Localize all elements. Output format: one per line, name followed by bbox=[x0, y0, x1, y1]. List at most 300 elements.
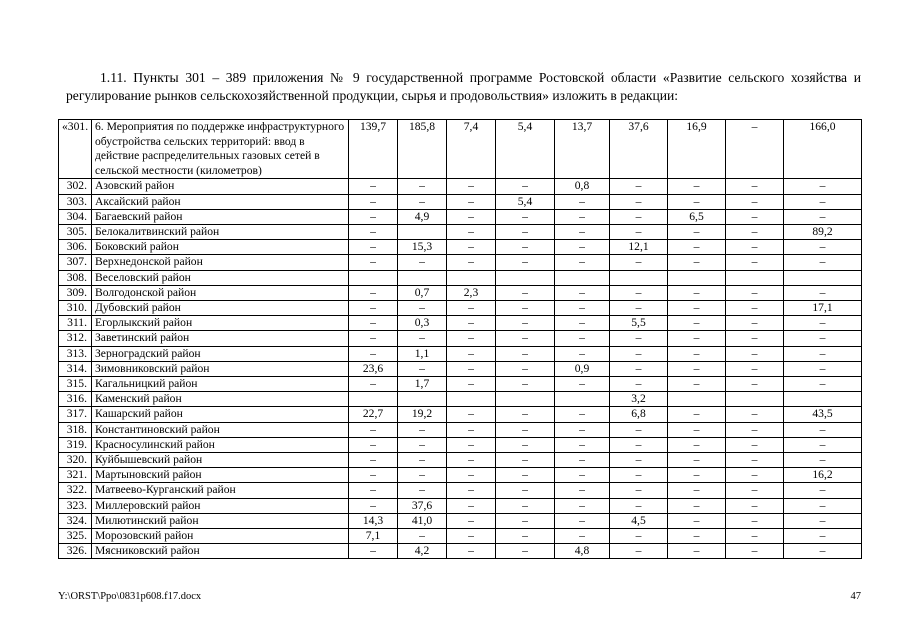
cell-value: – bbox=[610, 529, 668, 544]
cell-value: – bbox=[447, 483, 496, 498]
row-name: Кагальницкий район bbox=[92, 377, 349, 392]
cell-value: – bbox=[555, 513, 610, 528]
cell-value: – bbox=[726, 453, 784, 468]
cell-value: – bbox=[447, 407, 496, 422]
cell-value: – bbox=[668, 498, 726, 513]
cell-value: – bbox=[726, 209, 784, 224]
cell-value: – bbox=[668, 544, 726, 559]
cell-value: – bbox=[668, 513, 726, 528]
cell-value: – bbox=[349, 179, 398, 194]
cell-value: – bbox=[349, 194, 398, 209]
table-header-row bbox=[59, 120, 862, 179]
cell-value: – bbox=[349, 331, 398, 346]
cell-value: – bbox=[668, 407, 726, 422]
cell-value: – bbox=[668, 361, 726, 376]
cell-value: – bbox=[496, 453, 555, 468]
row-number: 324. bbox=[59, 513, 92, 528]
cell-value: – bbox=[555, 224, 610, 239]
cell-value: – bbox=[555, 194, 610, 209]
cell-value: – bbox=[398, 437, 447, 452]
table-row bbox=[59, 377, 862, 392]
cell-value: – bbox=[555, 422, 610, 437]
cell-value: – bbox=[496, 544, 555, 559]
cell-value: – bbox=[668, 377, 726, 392]
cell-value: – bbox=[610, 194, 668, 209]
cell-value: – bbox=[610, 346, 668, 361]
cell-value: – bbox=[784, 194, 862, 209]
cell-value: 5,5 bbox=[610, 316, 668, 331]
cell-value: – bbox=[496, 513, 555, 528]
cell-value: 6,8 bbox=[610, 407, 668, 422]
cell-value: – bbox=[726, 498, 784, 513]
cell-value: – bbox=[349, 209, 398, 224]
cell-value: – bbox=[610, 483, 668, 498]
row-name: Боковский район bbox=[92, 240, 349, 255]
cell-value: – bbox=[447, 179, 496, 194]
cell-value bbox=[398, 270, 447, 285]
row-name: Миллеровский район bbox=[92, 498, 349, 513]
cell-value: – bbox=[784, 453, 862, 468]
intro-text: 1.11. Пункты 301 – 389 приложения № 9 государственной программе Ростовской области «Развитие сельского хозяйства и регулирование рынков сельскохозяйственной продукции, сырья и продовольствия» изложить в редакции: bbox=[66, 70, 861, 103]
cell-value: – bbox=[610, 468, 668, 483]
cell-value: – bbox=[447, 331, 496, 346]
cell-value: – bbox=[349, 498, 398, 513]
cell-value: – bbox=[447, 377, 496, 392]
row-name: Мартыновский район bbox=[92, 468, 349, 483]
cell-value: 43,5 bbox=[784, 407, 862, 422]
cell-value: – bbox=[349, 301, 398, 316]
cell-value: – bbox=[447, 422, 496, 437]
cell-value: – bbox=[398, 361, 447, 376]
cell-value bbox=[447, 270, 496, 285]
cell-value: – bbox=[668, 422, 726, 437]
cell-value: 41,0 bbox=[398, 513, 447, 528]
row-name: Веселовский район bbox=[92, 270, 349, 285]
table-row bbox=[59, 483, 862, 498]
cell-value: 6,5 bbox=[668, 209, 726, 224]
cell-value bbox=[398, 392, 447, 407]
cell-value: – bbox=[726, 437, 784, 452]
cell-value: – bbox=[610, 498, 668, 513]
intro-paragraph bbox=[66, 69, 861, 105]
row-name: Зимовниковский район bbox=[92, 361, 349, 376]
data-table bbox=[58, 119, 862, 559]
row-name: Красносулинский район bbox=[92, 437, 349, 452]
cell-value: – bbox=[784, 437, 862, 452]
cell-value: – bbox=[726, 331, 784, 346]
row-name: Верхнедонской район bbox=[92, 255, 349, 270]
row-name: Морозовский район bbox=[92, 529, 349, 544]
cell-value: – bbox=[496, 468, 555, 483]
cell-value: – bbox=[349, 346, 398, 361]
row-name: Дубовский район bbox=[92, 301, 349, 316]
cell-value: 23,6 bbox=[349, 361, 398, 376]
cell-value bbox=[349, 392, 398, 407]
table-row bbox=[59, 301, 862, 316]
table-row bbox=[59, 331, 862, 346]
cell-value: 89,2 bbox=[784, 224, 862, 239]
cell-value: – bbox=[447, 544, 496, 559]
cell-value bbox=[784, 392, 862, 407]
cell-value: – bbox=[447, 498, 496, 513]
row-number: 325. bbox=[59, 529, 92, 544]
row-number: 307. bbox=[59, 255, 92, 270]
cell-value: – bbox=[447, 453, 496, 468]
cell-value: – bbox=[784, 255, 862, 270]
cell-value: – bbox=[668, 240, 726, 255]
cell-value: – bbox=[398, 194, 447, 209]
cell-value: – bbox=[610, 301, 668, 316]
table-row bbox=[59, 498, 862, 513]
cell-value: – bbox=[555, 498, 610, 513]
cell-value: – bbox=[496, 483, 555, 498]
row-name: 6. Мероприятия по поддержке инфраструктурного обустройства сельских территорий: ввод в действие распределительных газовых сетей в сельской местности (километров) bbox=[92, 120, 349, 179]
row-number: 316. bbox=[59, 392, 92, 407]
row-number: 310. bbox=[59, 301, 92, 316]
cell-value: – bbox=[349, 453, 398, 468]
cell-value: – bbox=[784, 346, 862, 361]
cell-value: – bbox=[349, 468, 398, 483]
cell-value: – bbox=[610, 255, 668, 270]
table-row bbox=[59, 453, 862, 468]
cell-value: – bbox=[555, 346, 610, 361]
table-row bbox=[59, 270, 862, 285]
cell-value: – bbox=[668, 224, 726, 239]
cell-value: – bbox=[398, 529, 447, 544]
table-row bbox=[59, 422, 862, 437]
cell-value bbox=[668, 270, 726, 285]
cell-value: – bbox=[447, 361, 496, 376]
cell-value: 17,1 bbox=[784, 301, 862, 316]
cell-value: – bbox=[496, 316, 555, 331]
cell-value: 0,9 bbox=[555, 361, 610, 376]
cell-value: – bbox=[447, 316, 496, 331]
cell-value: 15,3 bbox=[398, 240, 447, 255]
cell-value: 14,3 bbox=[349, 513, 398, 528]
cell-value bbox=[555, 270, 610, 285]
cell-value: – bbox=[726, 179, 784, 194]
row-number: 317. bbox=[59, 407, 92, 422]
cell-value bbox=[555, 392, 610, 407]
table-row bbox=[59, 224, 862, 239]
row-number: 314. bbox=[59, 361, 92, 376]
table-row bbox=[59, 529, 862, 544]
cell-value: – bbox=[784, 361, 862, 376]
row-number: 318. bbox=[59, 422, 92, 437]
row-number: 319. bbox=[59, 437, 92, 452]
row-number: 304. bbox=[59, 209, 92, 224]
cell-value: – bbox=[447, 513, 496, 528]
cell-value: – bbox=[447, 224, 496, 239]
cell-value: – bbox=[447, 301, 496, 316]
cell-value: 4,8 bbox=[555, 544, 610, 559]
row-name: Аксайский район bbox=[92, 194, 349, 209]
cell-value: – bbox=[398, 483, 447, 498]
row-number: 311. bbox=[59, 316, 92, 331]
cell-value: – bbox=[784, 513, 862, 528]
cell-value: – bbox=[496, 224, 555, 239]
footer-file-path: Y:\ORST\Ppo\0831p608.f17.docx bbox=[58, 591, 202, 602]
cell-value: – bbox=[726, 544, 784, 559]
table-row bbox=[59, 179, 862, 194]
table-row bbox=[59, 285, 862, 300]
cell-value: – bbox=[496, 209, 555, 224]
cell-value: – bbox=[447, 209, 496, 224]
cell-value: – bbox=[496, 179, 555, 194]
cell-value: – bbox=[726, 255, 784, 270]
row-number: 312. bbox=[59, 331, 92, 346]
cell-value: 12,1 bbox=[610, 240, 668, 255]
cell-value: – bbox=[726, 361, 784, 376]
table-row bbox=[59, 346, 862, 361]
cell-value: – bbox=[726, 377, 784, 392]
cell-value: – bbox=[784, 422, 862, 437]
cell-value: – bbox=[726, 346, 784, 361]
cell-value: 4,5 bbox=[610, 513, 668, 528]
cell-value bbox=[398, 224, 447, 239]
cell-value: – bbox=[668, 453, 726, 468]
row-name: Мясниковский район bbox=[92, 544, 349, 559]
cell-value: – bbox=[496, 498, 555, 513]
table-row bbox=[59, 437, 862, 452]
cell-value: – bbox=[668, 331, 726, 346]
cell-value: – bbox=[726, 224, 784, 239]
cell-value: – bbox=[349, 255, 398, 270]
table-row bbox=[59, 316, 862, 331]
cell-value: – bbox=[496, 301, 555, 316]
table-row bbox=[59, 240, 862, 255]
cell-value: – bbox=[555, 331, 610, 346]
cell-value: 166,0 bbox=[784, 120, 862, 179]
cell-value: – bbox=[349, 377, 398, 392]
cell-value: – bbox=[496, 529, 555, 544]
row-number: 313. bbox=[59, 346, 92, 361]
cell-value: – bbox=[668, 255, 726, 270]
cell-value: – bbox=[726, 194, 784, 209]
cell-value bbox=[784, 270, 862, 285]
cell-value: – bbox=[610, 179, 668, 194]
row-number: 321. bbox=[59, 468, 92, 483]
row-number: 303. bbox=[59, 194, 92, 209]
cell-value: – bbox=[726, 483, 784, 498]
cell-value: – bbox=[555, 483, 610, 498]
cell-value: – bbox=[447, 468, 496, 483]
cell-value: – bbox=[398, 301, 447, 316]
cell-value: – bbox=[447, 529, 496, 544]
row-name: Багаевский район bbox=[92, 209, 349, 224]
cell-value: – bbox=[784, 316, 862, 331]
cell-value: – bbox=[496, 255, 555, 270]
cell-value: 5,4 bbox=[496, 120, 555, 179]
table-row bbox=[59, 468, 862, 483]
cell-value: 19,2 bbox=[398, 407, 447, 422]
cell-value: 139,7 bbox=[349, 120, 398, 179]
cell-value: – bbox=[784, 179, 862, 194]
cell-value bbox=[610, 270, 668, 285]
row-name: Каменский район bbox=[92, 392, 349, 407]
cell-value bbox=[349, 270, 398, 285]
cell-value: 2,3 bbox=[447, 285, 496, 300]
row-number: 315. bbox=[59, 377, 92, 392]
cell-value: – bbox=[398, 255, 447, 270]
cell-value: – bbox=[447, 194, 496, 209]
cell-value: – bbox=[349, 483, 398, 498]
cell-value: – bbox=[398, 179, 447, 194]
row-name: Волгодонской район bbox=[92, 285, 349, 300]
cell-value: 1,7 bbox=[398, 377, 447, 392]
row-name: Зерноградский район bbox=[92, 346, 349, 361]
row-name: Белокалитвинский район bbox=[92, 224, 349, 239]
cell-value: – bbox=[668, 194, 726, 209]
cell-value: – bbox=[555, 407, 610, 422]
cell-value: – bbox=[610, 422, 668, 437]
cell-value: – bbox=[447, 240, 496, 255]
cell-value bbox=[668, 392, 726, 407]
cell-value: – bbox=[349, 437, 398, 452]
row-number: 326. bbox=[59, 544, 92, 559]
cell-value: – bbox=[726, 316, 784, 331]
cell-value: – bbox=[726, 422, 784, 437]
row-name: Куйбышевский район bbox=[92, 453, 349, 468]
cell-value: 16,9 bbox=[668, 120, 726, 179]
cell-value: – bbox=[610, 377, 668, 392]
cell-value: – bbox=[668, 529, 726, 544]
row-name: Константиновский район bbox=[92, 422, 349, 437]
cell-value: – bbox=[726, 513, 784, 528]
cell-value: – bbox=[349, 422, 398, 437]
table-row bbox=[59, 209, 862, 224]
cell-value: 0,3 bbox=[398, 316, 447, 331]
cell-value: – bbox=[668, 301, 726, 316]
cell-value: – bbox=[610, 437, 668, 452]
row-number: 323. bbox=[59, 498, 92, 513]
cell-value: – bbox=[726, 301, 784, 316]
cell-value: 16,2 bbox=[784, 468, 862, 483]
row-name: Милютинский район bbox=[92, 513, 349, 528]
cell-value: – bbox=[555, 240, 610, 255]
cell-value: – bbox=[496, 285, 555, 300]
cell-value: – bbox=[349, 285, 398, 300]
cell-value: 37,6 bbox=[398, 498, 447, 513]
row-name: Егорлыкский район bbox=[92, 316, 349, 331]
cell-value: – bbox=[555, 285, 610, 300]
cell-value: – bbox=[668, 285, 726, 300]
row-number: 308. bbox=[59, 270, 92, 285]
cell-value: – bbox=[496, 437, 555, 452]
row-number: 305. bbox=[59, 224, 92, 239]
table-row bbox=[59, 407, 862, 422]
row-number: «301. bbox=[59, 120, 92, 179]
cell-value: – bbox=[726, 285, 784, 300]
cell-value: – bbox=[555, 529, 610, 544]
cell-value: – bbox=[668, 468, 726, 483]
cell-value: 0,8 bbox=[555, 179, 610, 194]
cell-value: 7,1 bbox=[349, 529, 398, 544]
table-row bbox=[59, 194, 862, 209]
cell-value: – bbox=[668, 437, 726, 452]
row-name: Азовский район bbox=[92, 179, 349, 194]
cell-value: – bbox=[610, 544, 668, 559]
cell-value: – bbox=[555, 377, 610, 392]
cell-value: – bbox=[349, 240, 398, 255]
cell-value: – bbox=[496, 361, 555, 376]
cell-value: 4,9 bbox=[398, 209, 447, 224]
cell-value: – bbox=[610, 361, 668, 376]
cell-value: – bbox=[349, 316, 398, 331]
cell-value: – bbox=[610, 453, 668, 468]
cell-value: 5,4 bbox=[496, 194, 555, 209]
cell-value: – bbox=[555, 437, 610, 452]
cell-value: – bbox=[555, 301, 610, 316]
cell-value: – bbox=[784, 483, 862, 498]
cell-value: – bbox=[726, 120, 784, 179]
cell-value: – bbox=[555, 468, 610, 483]
cell-value bbox=[496, 270, 555, 285]
cell-value: 13,7 bbox=[555, 120, 610, 179]
cell-value: – bbox=[349, 544, 398, 559]
cell-value: 7,4 bbox=[447, 120, 496, 179]
cell-value: – bbox=[668, 483, 726, 498]
cell-value: – bbox=[726, 240, 784, 255]
cell-value: 1,1 bbox=[398, 346, 447, 361]
row-number: 322. bbox=[59, 483, 92, 498]
cell-value: – bbox=[398, 453, 447, 468]
cell-value: – bbox=[726, 529, 784, 544]
cell-value: – bbox=[555, 209, 610, 224]
row-number: 306. bbox=[59, 240, 92, 255]
cell-value: – bbox=[610, 224, 668, 239]
cell-value: 185,8 bbox=[398, 120, 447, 179]
cell-value: – bbox=[726, 407, 784, 422]
cell-value: 37,6 bbox=[610, 120, 668, 179]
cell-value: – bbox=[555, 316, 610, 331]
cell-value: 4,2 bbox=[398, 544, 447, 559]
cell-value: – bbox=[726, 468, 784, 483]
cell-value bbox=[496, 392, 555, 407]
cell-value: – bbox=[668, 346, 726, 361]
cell-value: – bbox=[496, 240, 555, 255]
cell-value: – bbox=[555, 255, 610, 270]
cell-value: 22,7 bbox=[349, 407, 398, 422]
cell-value: – bbox=[349, 224, 398, 239]
cell-value: – bbox=[610, 331, 668, 346]
cell-value: – bbox=[610, 209, 668, 224]
cell-value: – bbox=[496, 331, 555, 346]
row-name: Заветинский район bbox=[92, 331, 349, 346]
cell-value: 0,7 bbox=[398, 285, 447, 300]
cell-value bbox=[726, 270, 784, 285]
cell-value bbox=[726, 392, 784, 407]
cell-value: – bbox=[496, 346, 555, 361]
table-row bbox=[59, 255, 862, 270]
cell-value: – bbox=[784, 209, 862, 224]
table-row bbox=[59, 544, 862, 559]
cell-value: – bbox=[496, 422, 555, 437]
cell-value: – bbox=[784, 240, 862, 255]
cell-value: – bbox=[668, 179, 726, 194]
row-number: 309. bbox=[59, 285, 92, 300]
cell-value: – bbox=[784, 285, 862, 300]
row-name: Матвеево-Курганский район bbox=[92, 483, 349, 498]
row-number: 302. bbox=[59, 179, 92, 194]
cell-value: 3,2 bbox=[610, 392, 668, 407]
table-row bbox=[59, 361, 862, 376]
footer-page-number: 47 bbox=[850, 591, 861, 602]
cell-value: – bbox=[784, 498, 862, 513]
cell-value: – bbox=[784, 331, 862, 346]
table-row bbox=[59, 392, 862, 407]
cell-value: – bbox=[784, 529, 862, 544]
